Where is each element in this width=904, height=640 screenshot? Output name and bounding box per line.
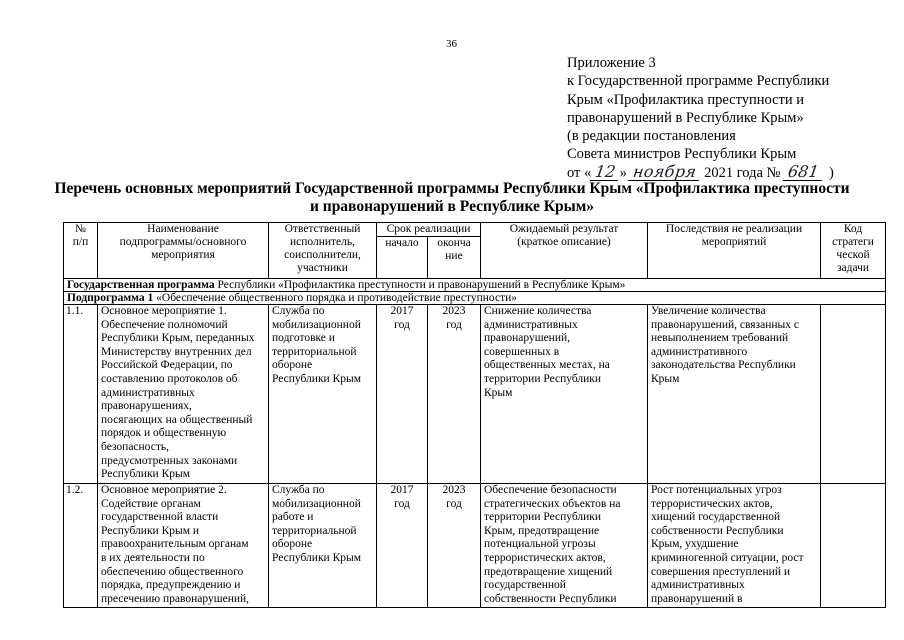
date-suffix: ) xyxy=(828,164,834,181)
appendix-line: Крым «Профилактика преступности и xyxy=(567,91,805,108)
program-row xyxy=(64,279,886,292)
program-cell xyxy=(64,279,886,292)
header-name: Наименование подпрограммы/основного мероприятия xyxy=(98,223,269,279)
cell-name: Основное мероприятие 1. Обеспечение полномочий Республики Крым, переданных Министерству внутренних дел Российской Федерации, по составлению протоколов об административных правонарушениях, посягающих на общественный порядок и общественную безопасность, предусмотренных законами Республики Крым xyxy=(98,305,269,484)
cell-end: 2023 год xyxy=(428,305,481,484)
header-period: Срок реализации xyxy=(377,223,481,237)
cell-end: 2023 год xyxy=(428,484,481,608)
header-number: № п/п xyxy=(64,223,98,279)
table-row xyxy=(64,305,886,484)
table-header-row xyxy=(64,223,886,237)
date-quote-close: » xyxy=(619,164,627,181)
header-code: Код стратеги ческой задачи xyxy=(821,223,886,279)
appendix-line: правонарушений в Республике Крым» xyxy=(567,109,804,126)
cell-consequences: Рост потенциальных угроз террористических актов, хищений государственной собственности Республики Крым, ухудшение криминогенной ситуации, рост совершения преступлений и административных правонарушений в xyxy=(648,484,821,608)
appendix-line: Совета министров Республики Крым xyxy=(567,146,797,163)
handwritten-month: ноября xyxy=(628,164,702,181)
cell-number: 1.1. xyxy=(64,305,98,484)
cell-consequences: Увеличение количества правонарушений, связанных с невыполнением требований административного законодательства Республики Крым xyxy=(648,305,821,484)
cell-start: 2017 год xyxy=(377,305,428,484)
measures-table xyxy=(63,222,886,608)
cell-result: Обеспечение безопасности стратегических объектов на территории Республики Крым, предотвращение потенциальной угрозы террористических актов, предотвращение хищений государственной собственности Республики xyxy=(481,484,648,608)
date-prefix: от « xyxy=(567,164,592,181)
header-start: начало xyxy=(377,237,428,279)
title-line: Перечень основных мероприятий Государственной программы Республики Крым «Профилактика преступности xyxy=(54,180,850,197)
page-number: 36 xyxy=(446,38,457,50)
cell-name: Основное мероприятие 2. Содействие органам государственной власти Республики Крым и правоохранительным органам в их деятельности по обеспечению общественного порядка, предупреждению и пресечению правонарушений, xyxy=(98,484,269,608)
cell-start: 2017 год xyxy=(377,484,428,608)
handwritten-resolution-number: 681 xyxy=(783,164,824,181)
cell-code xyxy=(821,484,886,608)
cell-responsible: Служба по мобилизационной работе и территориальной обороне Республики Крым xyxy=(269,484,377,608)
cell-result: Снижение количества административных правонарушений, совершенных в общественных местах, на территории Республики Крым xyxy=(481,305,648,484)
subprogram-label: Подпрограмма 1 xyxy=(67,292,154,304)
date-year: 2021 года № xyxy=(704,164,781,181)
subprogram-row xyxy=(64,292,886,305)
document-title xyxy=(0,180,904,216)
subprogram-cell xyxy=(64,292,886,305)
header-responsible: Ответственный исполнитель, соисполнители, участники xyxy=(269,223,377,279)
program-text: Республики «Профилактика преступности и правонарушений в Республике Крым» xyxy=(214,279,626,291)
cell-responsible: Служба по мобилизационной подготовке и территориальной обороне Республики Крым xyxy=(269,305,377,484)
appendix-line: Приложение 3 xyxy=(567,55,656,71)
appendix-line: (в редакции постановления xyxy=(567,128,736,145)
handwritten-day: 12 xyxy=(590,164,621,181)
header-result: Ожидаемый результат (краткое описание) xyxy=(481,223,648,279)
appendix-block xyxy=(567,54,834,182)
subprogram-text: «Обеспечение общественного порядка и противодействие преступности» xyxy=(153,292,518,304)
cell-number: 1.2. xyxy=(64,484,98,608)
header-consequences: Последствия не реализации мероприятий xyxy=(648,223,821,279)
table-row xyxy=(64,484,886,608)
title-line: и правонарушений в Республике Крым» xyxy=(309,198,595,215)
appendix-line: к Государственной программе Республики xyxy=(567,73,830,90)
program-label: Государственная программа xyxy=(67,279,215,291)
cell-code xyxy=(821,305,886,484)
header-end: оконча ние xyxy=(428,237,481,279)
